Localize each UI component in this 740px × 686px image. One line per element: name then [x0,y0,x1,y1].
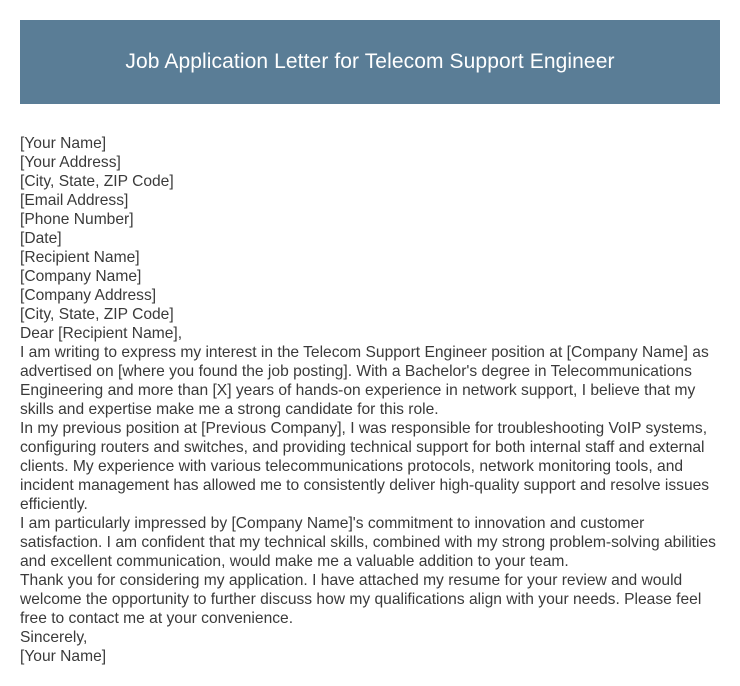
closing: Sincerely, [20,629,88,646]
sender-email: [Email Address] [20,192,129,209]
sender-city-state-zip: [City, State, ZIP Code] [20,173,174,190]
paragraph-company: I am particularly impressed by [Company Name]'s commitment to innovation and customer satisfaction. I am confident that my technical skills, combined with my strong problem-solving abilities and excellent communication, would make me a valuable addition to your team. [20,515,716,570]
page-title: Job Application Letter for Telecom Support Engineer [125,50,615,73]
signature: [Your Name] [20,648,107,665]
letter-body [20,134,720,666]
recipient-name: [Recipient Name] [20,249,140,266]
letter-date: [Date] [20,230,62,247]
sender-name: [Your Name] [20,135,107,152]
recipient-company-address: [Company Address] [20,287,157,304]
salutation: Dear [Recipient Name], [20,325,183,342]
paragraph-thanks: Thank you for considering my application. I have attached my resume for your review and would welcome the opportunity to further discuss how my qualifications align with your needs. Please feel free to contact me at your convenience. [20,572,702,627]
sender-address: [Your Address] [20,154,121,171]
recipient-city-state-zip: [City, State, ZIP Code] [20,306,174,323]
sender-phone: [Phone Number] [20,211,134,228]
paragraph-intro: I am writing to express my interest in the Telecom Support Engineer position at [Company Name] as advertised on [where you found the job posting]. With a Bachelor's degree in Telecommunications Engineering and more than [X] years of hands-on experience in network support, I believe that my skills and expertise make me a strong candidate for this role. [20,344,709,418]
paragraph-experience: In my previous position at [Previous Company], I was responsible for troubleshooting VoIP systems, configuring routers and switches, and providing technical support for both internal staff and external clients. My experience with various telecommunications protocols, network monitoring tools, and incident management has allowed me to consistently deliver high-quality support and resolve issues efficiently. [20,420,710,513]
page-header [20,20,720,104]
recipient-company: [Company Name] [20,268,142,285]
